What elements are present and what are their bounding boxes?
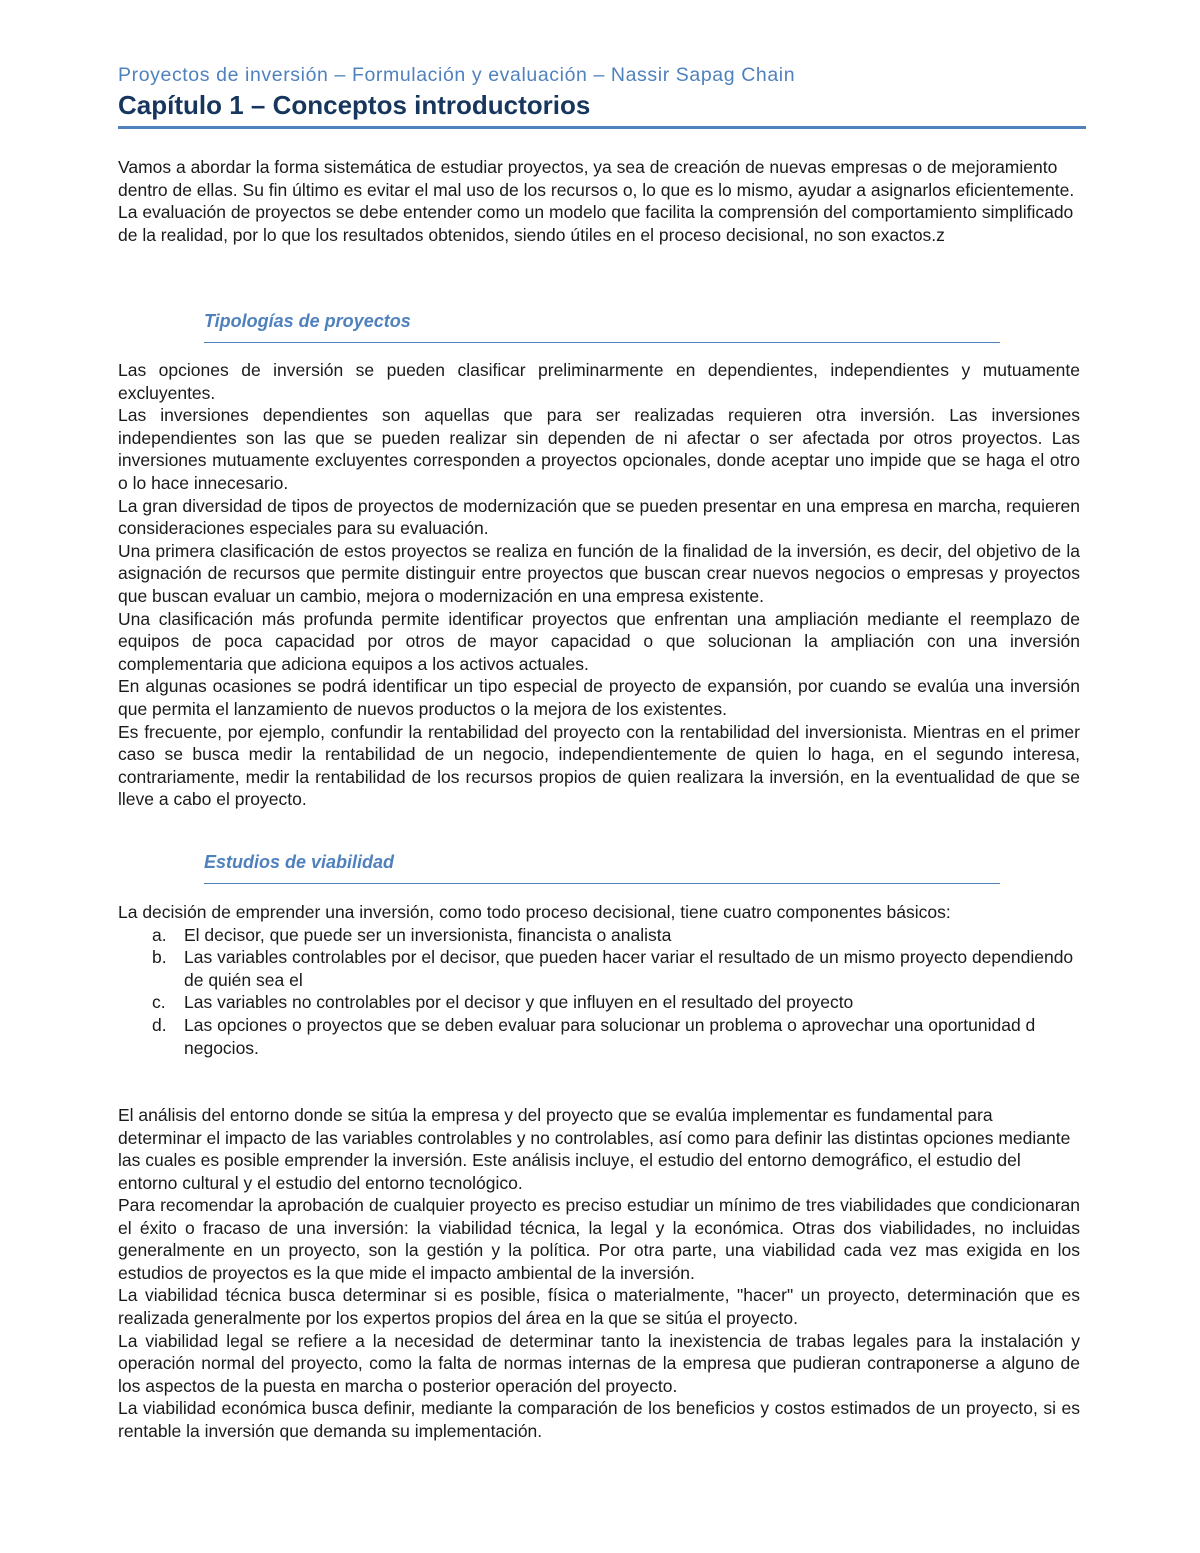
body-paragraph: Las opciones de inversión se pueden clasificar preliminarmente en dependientes, independientes y mutuamente excluyentes.	[118, 360, 1080, 403]
body-paragraph: Las inversiones dependientes son aquellas que para ser realizadas requieren otra inversión. Las inversiones independientes son las que se pueden realizar sin dependen de ni afectar o ser afectada por otros proyectos. Las inversiones mutuamente excluyentes corresponden a proyectos opcionales, donde aceptar uno impide que se haga el otro o lo hace innecesario.	[118, 405, 1080, 493]
list-item-text: Las variables controlables por el decisor, que pueden hacer variar el resultado de un mismo proyecto dependiendo de quién sea el	[184, 947, 1074, 990]
body-paragraph: Para recomendar la aprobación de cualquier proyecto es preciso estudiar un mínimo de tres viabilidades que condicionaran el éxito o fracaso de una inversión: la viabilidad técnica, la legal y la económica. Otras dos viabilidades, no incluidas generalmente en un proyecto, son la gestión y la política. Por otra parte, una viabilidad cada vez mas exigida en los estudios de proyectos es la que mide el impacto ambiental de la inversión.	[118, 1195, 1080, 1283]
list-item	[118, 924, 1080, 947]
list-item-text: El decisor, que puede ser un inversionista, financista o analista	[184, 924, 672, 945]
intro-paragraph: Vamos a abordar la forma sistemática de estudiar proyectos, ya sea de creación de nuevas empresas o de mejoramiento dentro de ellas. Su fin último es evitar el mal uso de los recursos o, lo que es lo mismo, ayudar a asignarlos eficientemente.	[118, 157, 1075, 200]
section-heading-tipologias	[204, 308, 1000, 343]
viabilidad-intro	[118, 901, 1080, 1059]
tipologias-body	[118, 359, 1080, 811]
list-item	[118, 991, 1080, 1014]
intro-paragraph: La evaluación de proyectos se debe entender como un modelo que facilita la comprensión del comportamiento simplificado de la realidad, por lo que los resultados obtenidos, siendo útiles en el proceso decisional, no son exactos.z	[118, 202, 1074, 245]
body-paragraph: La gran diversidad de tipos de proyectos de modernización que se pueden presentar en una empresa en marcha, requieren consideraciones especiales para su evaluación.	[118, 495, 1080, 539]
body-paragraph: La viabilidad económica busca definir, mediante la comparación de los beneficios y costos estimados de un proyecto, si es rentable la inversión que demanda su implementación.	[118, 1398, 1080, 1441]
section-underline	[204, 883, 1000, 884]
intro-block	[118, 156, 1080, 246]
list-item-text: Las variables no controlables por el decisor y que influyen en el resultado del proyecto	[184, 992, 854, 1013]
list-marker: d.	[152, 1014, 167, 1035]
section-title: Estudios de viabilidad	[204, 852, 395, 872]
viabilidad-body	[118, 1194, 1080, 1443]
book-subtitle: Proyectos de inversión – Formulación y evaluación – Nassir Sapag Chain	[118, 64, 796, 86]
section-underline	[204, 342, 1000, 343]
body-paragraph: Una clasificación más profunda permite identificar proyectos que enfrentan una ampliación mediante el reemplazo de equipos de poca capacidad por otros de mayor capacidad o que solucionan la ampliación con una inversión complementaria que adiciona equipos a los activos actuales.	[118, 608, 1080, 674]
title-underline	[118, 126, 1086, 129]
list-marker: a.	[152, 924, 167, 945]
list-item	[118, 946, 1080, 991]
section-title: Tipologías de proyectos	[204, 311, 411, 331]
environment-block	[118, 1104, 1080, 1194]
body-paragraph: El análisis del entorno donde se sitúa la empresa y del proyecto que se evalúa implementar es fundamental para determinar el impacto de las variables controlables y no controlables, así como para definir las distintas opciones mediante las cuales es posible emprender la inversión. Este análisis incluye, el estudio del entorno demográfico, el estudio del entorno cultural y el estudio del entorno tecnológico.	[118, 1105, 1071, 1193]
components-list	[118, 924, 1080, 1060]
list-item	[118, 1014, 1080, 1059]
section-heading-viabilidad	[204, 849, 1000, 884]
body-paragraph: En algunas ocasiones se podrá identificar un tipo especial de proyecto de expansión, por cuando se evalúa una inversión que permita el lanzamiento de nuevos productos o la mejora de los existentes.	[118, 676, 1080, 719]
chapter-title: Capítulo 1 – Conceptos introductorios	[118, 90, 591, 120]
list-marker: b.	[152, 947, 167, 968]
body-paragraph: La decisión de emprender una inversión, como todo proceso decisional, tiene cuatro componentes básicos:	[118, 902, 951, 922]
body-paragraph: La viabilidad técnica busca determinar si es posible, física o materialmente, "hacer" un proyecto, determinación que es realizada generalmente por los expertos propios del área en la que se sitúa el proyecto.	[118, 1285, 1080, 1328]
body-paragraph: La viabilidad legal se refiere a la necesidad de determinar tanto la inexistencia de trabas legales para la instalación y operación normal del proyecto, como la falta de normas internas de la empresa que pudieran contraponerse a alguno de los aspectos de la puesta en marcha o posterior operación del proyecto.	[118, 1330, 1080, 1396]
body-paragraph: Es frecuente, por ejemplo, confundir la rentabilidad del proyecto con la rentabilidad del inversionista. Mientras en el primer caso se busca medir la rentabilidad de un negocio, independientemente de quien lo haga, en el segundo interesa, contrariamente, medir la rentabilidad de los recursos propios de quien realizara la inversión, en la eventualidad de que se lleve a cabo el proyecto.	[118, 721, 1080, 810]
list-marker: c.	[152, 992, 166, 1013]
list-item-text: Las opciones o proyectos que se deben evaluar para solucionar un problema o aprovechar una oportunidad d negocios.	[184, 1014, 1036, 1058]
body-paragraph: Una primera clasificación de estos proyectos se realiza en función de la finalidad de la inversión, es decir, del objetivo de la asignación de recursos que permite distinguir entre proyectos que buscan crear nuevos negocios o empresas y proyectos que buscan evaluar un cambio, mejora o modernización en una empresa existente.	[118, 540, 1080, 606]
